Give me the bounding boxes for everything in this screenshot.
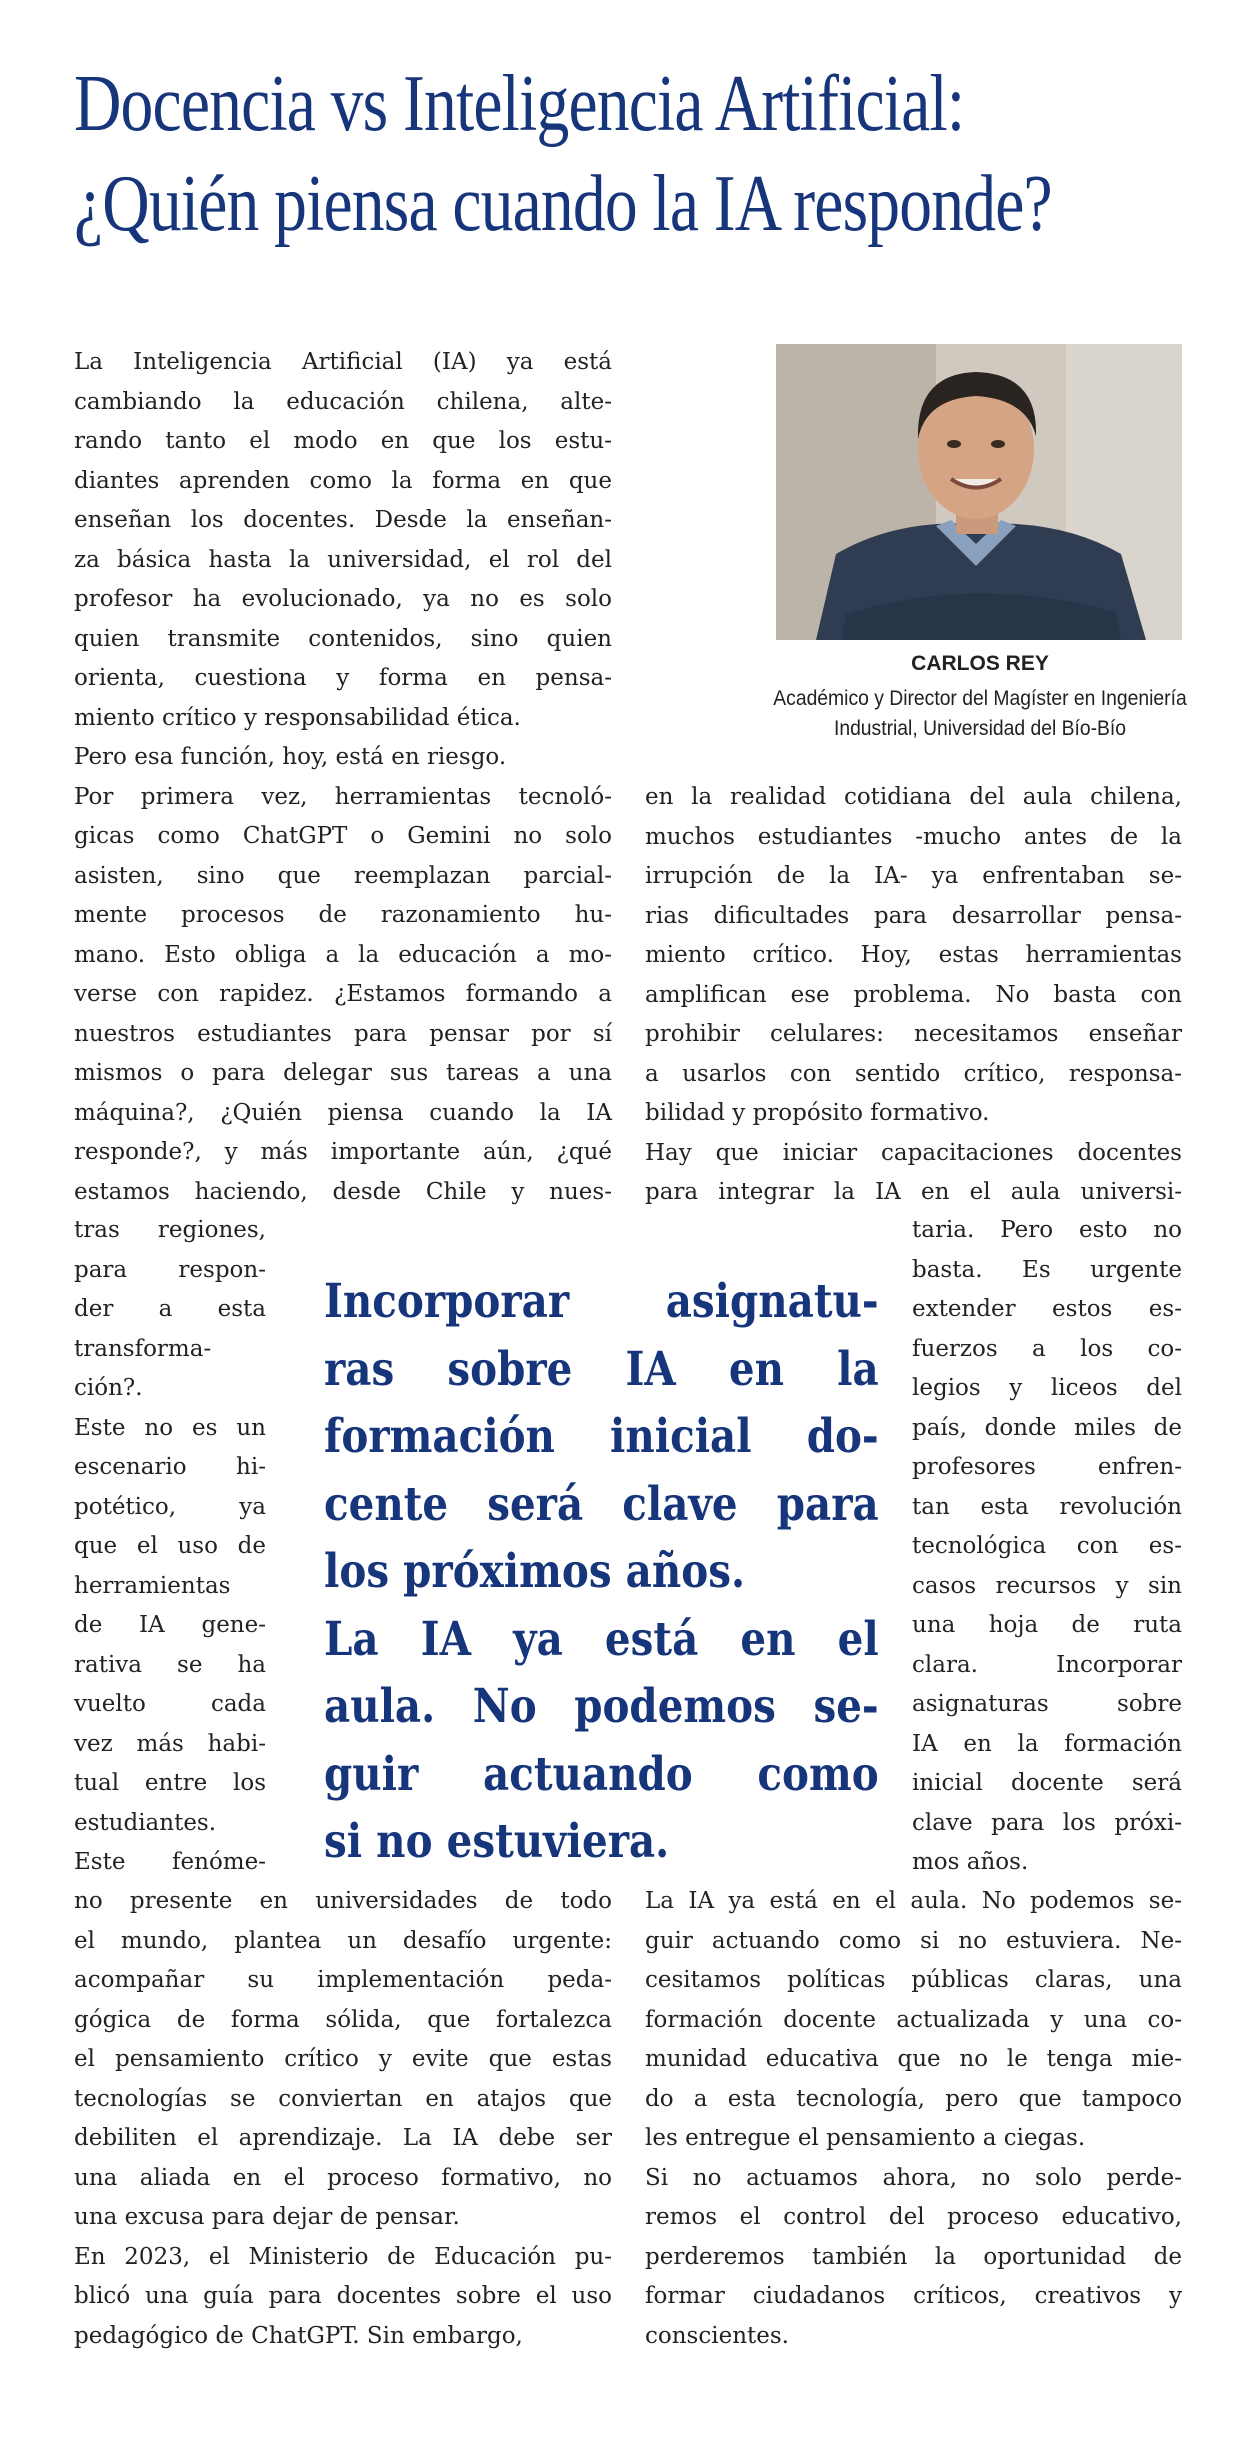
text-line: escenario hi- [74,1454,266,1480]
text-line: tecnológica con es- [912,1533,1182,1559]
text-line: Hay que iniciar capacitaciones docentes [645,1139,1182,1166]
text-line: una aliada en el proceso formativo, no [74,2164,612,2191]
text-line: pedagógico de ChatGPT. Sin embargo, [74,2322,523,2349]
text-line: de IA gene- [74,1612,266,1638]
text-line: rativa se ha [74,1651,266,1678]
author-role [686,684,1258,744]
text-line: acompañar su implementación peda- [74,1967,612,1993]
pull-quote-line: ras sobre IA en la [324,1341,879,1397]
text-line: asignaturas sobre [912,1691,1182,1717]
text-line: En 2023, el Ministerio de Educación pu- [74,2243,612,2270]
text-line: casos recursos y sin [912,1572,1182,1599]
text-line: asisten, sino que reemplazan parcial- [74,862,612,889]
pull-quote-line: si no estuviera. [324,1814,670,1869]
text-line: taria. Pero esto no [912,1217,1182,1243]
headline-line-2: ¿Quién piensa cuando la IA responde? [74,160,1052,248]
text-line: inicial docente será [912,1770,1182,1796]
text-line: el mundo, plantea un desafío urgente: [74,1927,612,1954]
text-line: rando tanto el modo en que los estu- [74,428,612,454]
text-line: quien transmite contenidos, sino quien [74,625,612,652]
text-line: tual entre los [74,1770,266,1796]
text-line: Este fenóme- [74,1849,266,1875]
text-line: una excusa para dejar de pensar. [74,2204,460,2230]
text-line: a usarlos con sentido crítico, responsa- [645,1060,1182,1087]
text-line: verse con rapidez. ¿Estamos formando a [74,981,612,1007]
pull-quote-line: guir actuando como [324,1746,879,1802]
text-line: cesitamos políticas públicas claras, una [645,1967,1182,1993]
text-line: el pensamiento crítico y evite que estas [74,2046,612,2072]
text-line: basta. Es urgente [912,1256,1182,1283]
text-line: vuelto cada [74,1691,266,1717]
text-line: responde?, y más importante aún, ¿qué [74,1139,612,1165]
text-line: gógica de forma sólida, que fortalezca [74,2006,612,2033]
text-line: mos años. [912,1849,1029,1875]
pull-quote-line: cente será clave para [324,1476,879,1532]
text-line: remos el control del proceso educativo, [645,2204,1182,2230]
text-line: amplifican ese problema. No basta con [645,981,1182,1008]
author-role-line-2: Industrial, Universidad del Bío-Bío [833,717,1127,740]
text-line: transforma- [74,1335,212,1362]
text-line: gicas como ChatGPT o Gemini no solo [74,823,612,849]
text-line: máquina?, ¿Quién piensa cuando la IA [74,1099,612,1126]
text-line: do a esta tecnología, pero que tampoco [645,2085,1182,2112]
text-line: IA en la formación [912,1730,1182,1757]
text-line: bilidad y propósito formativo. [645,1100,990,1126]
column-narrow-left [74,1211,266,1883]
column-narrow-right [912,1211,1182,1883]
text-line: La IA ya está en el aula. No podemos se- [645,1888,1182,1914]
text-line: mano. Esto obliga a la educación a mo- [74,941,612,968]
text-line: formación docente actualizada y una co- [645,2006,1182,2033]
text-line: prohibir celulares: necesitamos enseñar [645,1021,1182,1047]
text-line: país, donde miles de [912,1414,1182,1441]
text-line: muchos estudiantes -mucho antes de la [645,823,1182,850]
text-line: blicó una guía para docentes sobre el uso [74,2283,612,2309]
text-line: orienta, cuestiona y forma en pensa- [74,665,612,691]
text-line: conscientes. [645,2322,789,2349]
text-line: za básica hasta la universidad, el rol del [74,546,612,573]
text-line: ción?. [74,1375,143,1401]
text-line: miento crítico. Hoy, estas herramientas [645,942,1182,968]
text-line: tan esta revolución [912,1493,1182,1520]
portrait-illustration [776,344,1182,640]
text-line: estamos haciendo, desde Chile y nues- [74,1178,612,1205]
headline-line-1: Docencia vs Inteligencia Artificial: [74,60,965,148]
text-line: herramientas [74,1572,231,1599]
text-line: estudiantes. [74,1809,217,1836]
author-photo [776,344,1182,640]
text-line: mismos o para delegar sus tareas a una [74,1060,612,1086]
text-line: irrupción de la IA- ya enfrentaban se- [645,863,1182,889]
text-line: rias dificultades para desarrollar pensa- [645,902,1182,929]
text-line: enseñan los docentes. Desde la enseñan- [74,507,612,533]
text-line: Si no actuamos ahora, no solo perde- [645,2164,1182,2191]
text-line: legios y liceos del [912,1375,1182,1401]
text-line: tecnologías se conviertan en atajos que [74,2085,612,2112]
column-top-left [74,343,612,1212]
column-bottom-right [645,1882,1182,2356]
pull-quote-line: aula. No podemos se- [324,1679,879,1734]
author-role-line-1: Académico y Director del Magíster en Ingeniería [773,687,1187,710]
text-line: una hoja de ruta [912,1612,1182,1638]
text-line: no presente en universidades de todo [74,1888,612,1914]
pull-quote-line: formación inicial do- [324,1409,879,1464]
text-line: les entregue el pensamiento a ciegas. [645,2125,1086,2151]
text-line: La Inteligencia Artificial (IA) ya está [74,349,612,375]
column-bottom-left [74,1882,612,2356]
text-line: debiliten el aprendizaje. La IA debe ser [74,2125,612,2151]
text-line: para integrar la IA en el aula universi- [645,1179,1182,1205]
text-line: en la realidad cotidiana del aula chilena, [645,784,1182,810]
headline [74,54,1052,254]
text-line: der a esta [74,1296,266,1322]
text-line: para respon- [74,1256,266,1283]
pull-quote-line: Incorporar asignatu- [324,1274,879,1329]
text-line: cambiando la educación chilena, alte- [74,388,612,415]
text-line: mente procesos de razonamiento hu- [74,902,612,928]
column-top-right [645,778,1182,1213]
text-line: clave para los próxi- [912,1809,1182,1836]
text-line: vez más habi- [74,1730,266,1757]
text-line: nuestros estudiantes para pensar por sí [74,1020,612,1047]
text-line: Pero esa función, hoy, está en riesgo. [74,744,507,770]
pull-quote-line: La IA ya está en el [324,1611,879,1667]
text-line: extender estos es- [912,1296,1182,1322]
text-line: clara. Incorporar [912,1651,1182,1678]
text-line: profesor ha evolucionado, ya no es solo [74,586,612,612]
text-line: miento crítico y responsabilidad ética. [74,704,521,731]
text-line: Este no es un [74,1414,266,1441]
text-line: munidad educativa que no le tenga mie- [645,2046,1182,2072]
text-line: guir actuando como si no estuviera. Ne- [645,1927,1182,1954]
text-line: profesores enfren- [912,1454,1182,1480]
text-line: fuerzos a los co- [912,1335,1182,1362]
text-line: tras regiones, [74,1217,266,1243]
pull-quote [324,1268,879,1876]
text-line: formar ciudadanos críticos, creativos y [645,2283,1182,2309]
author-name: CARLOS REY [911,652,1049,675]
text-line: perderemos también la oportunidad de [645,2243,1182,2270]
text-line: que el uso de [74,1533,266,1559]
text-line: diantes aprenden como la forma en que [74,467,612,494]
pull-quote-line: los próximos años. [324,1544,746,1599]
text-line: potético, ya [74,1493,266,1520]
text-line: Por primera vez, herramientas tecnoló- [74,783,612,810]
